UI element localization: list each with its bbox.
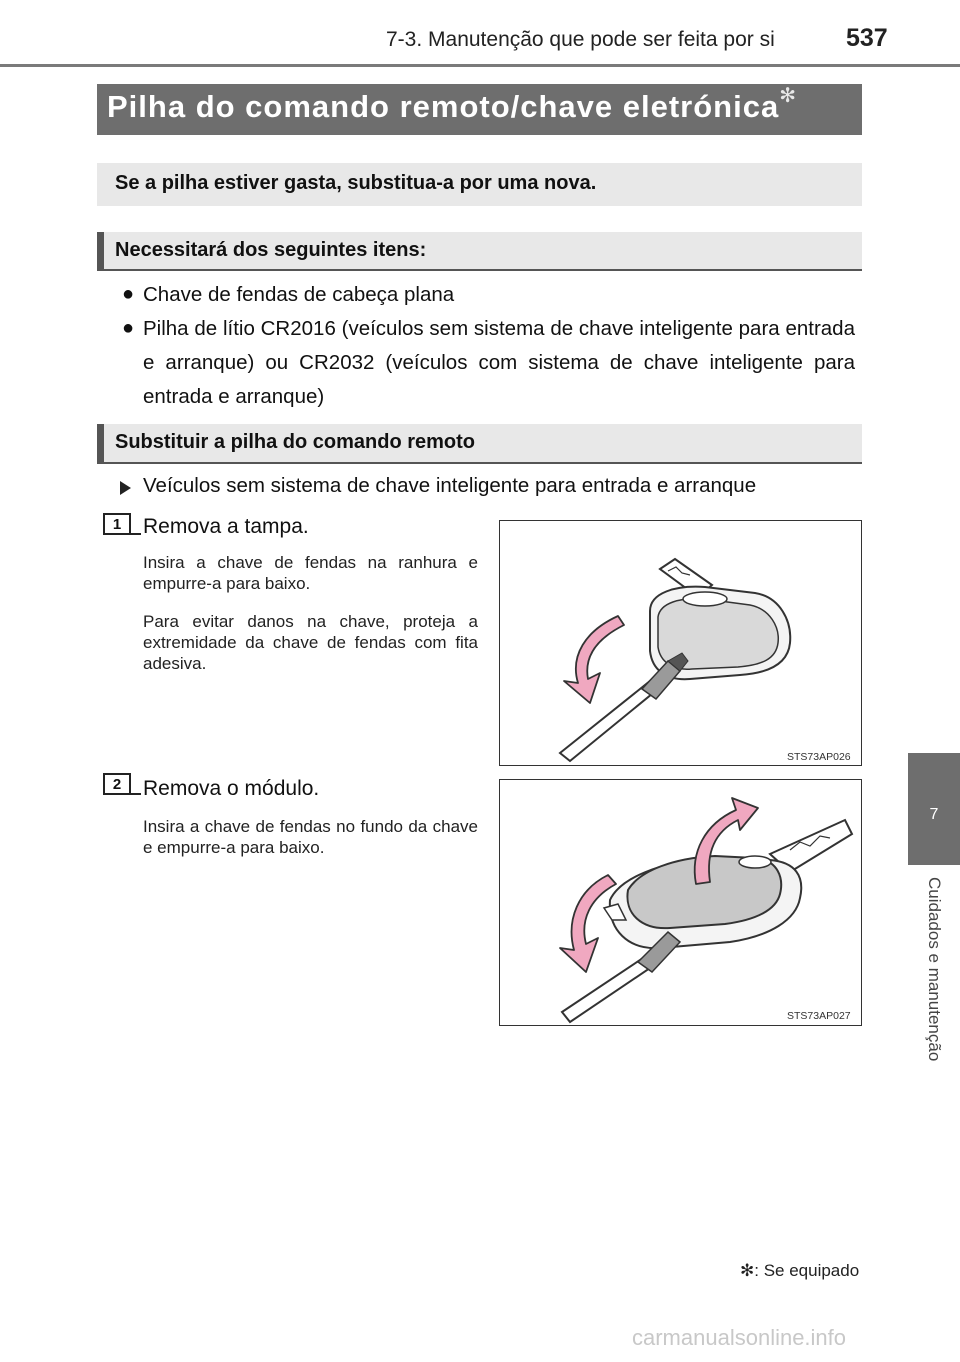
- step-title: Remova o módulo.: [143, 777, 320, 800]
- triangle-bullet-icon: [120, 481, 131, 495]
- chapter-number: 7: [929, 806, 939, 823]
- footnote: ✻: Se equipado: [740, 1261, 860, 1280]
- page-heading: [107, 85, 797, 125]
- header-rule: [0, 64, 960, 67]
- step-number-badge: 2: [103, 773, 131, 795]
- figure-code: STS73AP027: [787, 1010, 851, 1022]
- step-title: Remova a tampa.: [143, 515, 309, 538]
- bullet-icon: ●: [122, 317, 135, 339]
- items-heading: Necessitará dos seguintes itens:: [115, 239, 427, 261]
- key-module-illustration: [500, 780, 861, 1025]
- step-description: Para evitar danos na chave, proteja a extremidade da chave de fendas com fita adesiva.: [143, 612, 478, 673]
- step-number-badge: 1: [103, 513, 131, 535]
- list-item: Chave de fendas de cabeça plana: [143, 283, 455, 306]
- down-arrow-icon: [560, 875, 616, 972]
- section-title: 7-3. Manutenção que pode ser feita por si: [386, 28, 775, 51]
- replace-heading: Substituir a pilha do comando remoto: [115, 431, 476, 453]
- bullet-icon: ●: [122, 283, 135, 305]
- vehicle-subheading: Veículos sem sistema de chave inteligente para entrada e arranque: [143, 474, 757, 497]
- page-number: 537: [846, 24, 888, 52]
- page-heading-text: Pilha do comando remoto/chave eletrónica: [107, 89, 780, 124]
- step-description: Insira a chave de fendas na ranhura e empurre-a para baixo.: [143, 553, 478, 593]
- intro-text: Se a pilha estiver gasta, substitua-a por uma nova.: [115, 172, 597, 194]
- figure-remove-module: [499, 779, 862, 1026]
- figure-remove-cover: [499, 520, 862, 766]
- down-arrow-icon: [564, 616, 624, 703]
- step-description: Insira a chave de fendas no fundo da chave e empurre-a para baixo.: [143, 817, 478, 857]
- key-cover-illustration: [500, 521, 861, 765]
- chapter-label: Cuidados e manutenção: [925, 877, 944, 1062]
- figure-code: STS73AP026: [787, 751, 851, 763]
- watermark: carmanualsonline.info: [632, 1325, 847, 1350]
- list-item: Pilha de lítio CR2016 (veículos sem sistema de chave inteligente para entrada e arranque) ou CR2032 (veículos com sistema de chave inteligente para entrada e arranque): [143, 317, 855, 408]
- equipped-star-icon: ✻: [779, 85, 797, 107]
